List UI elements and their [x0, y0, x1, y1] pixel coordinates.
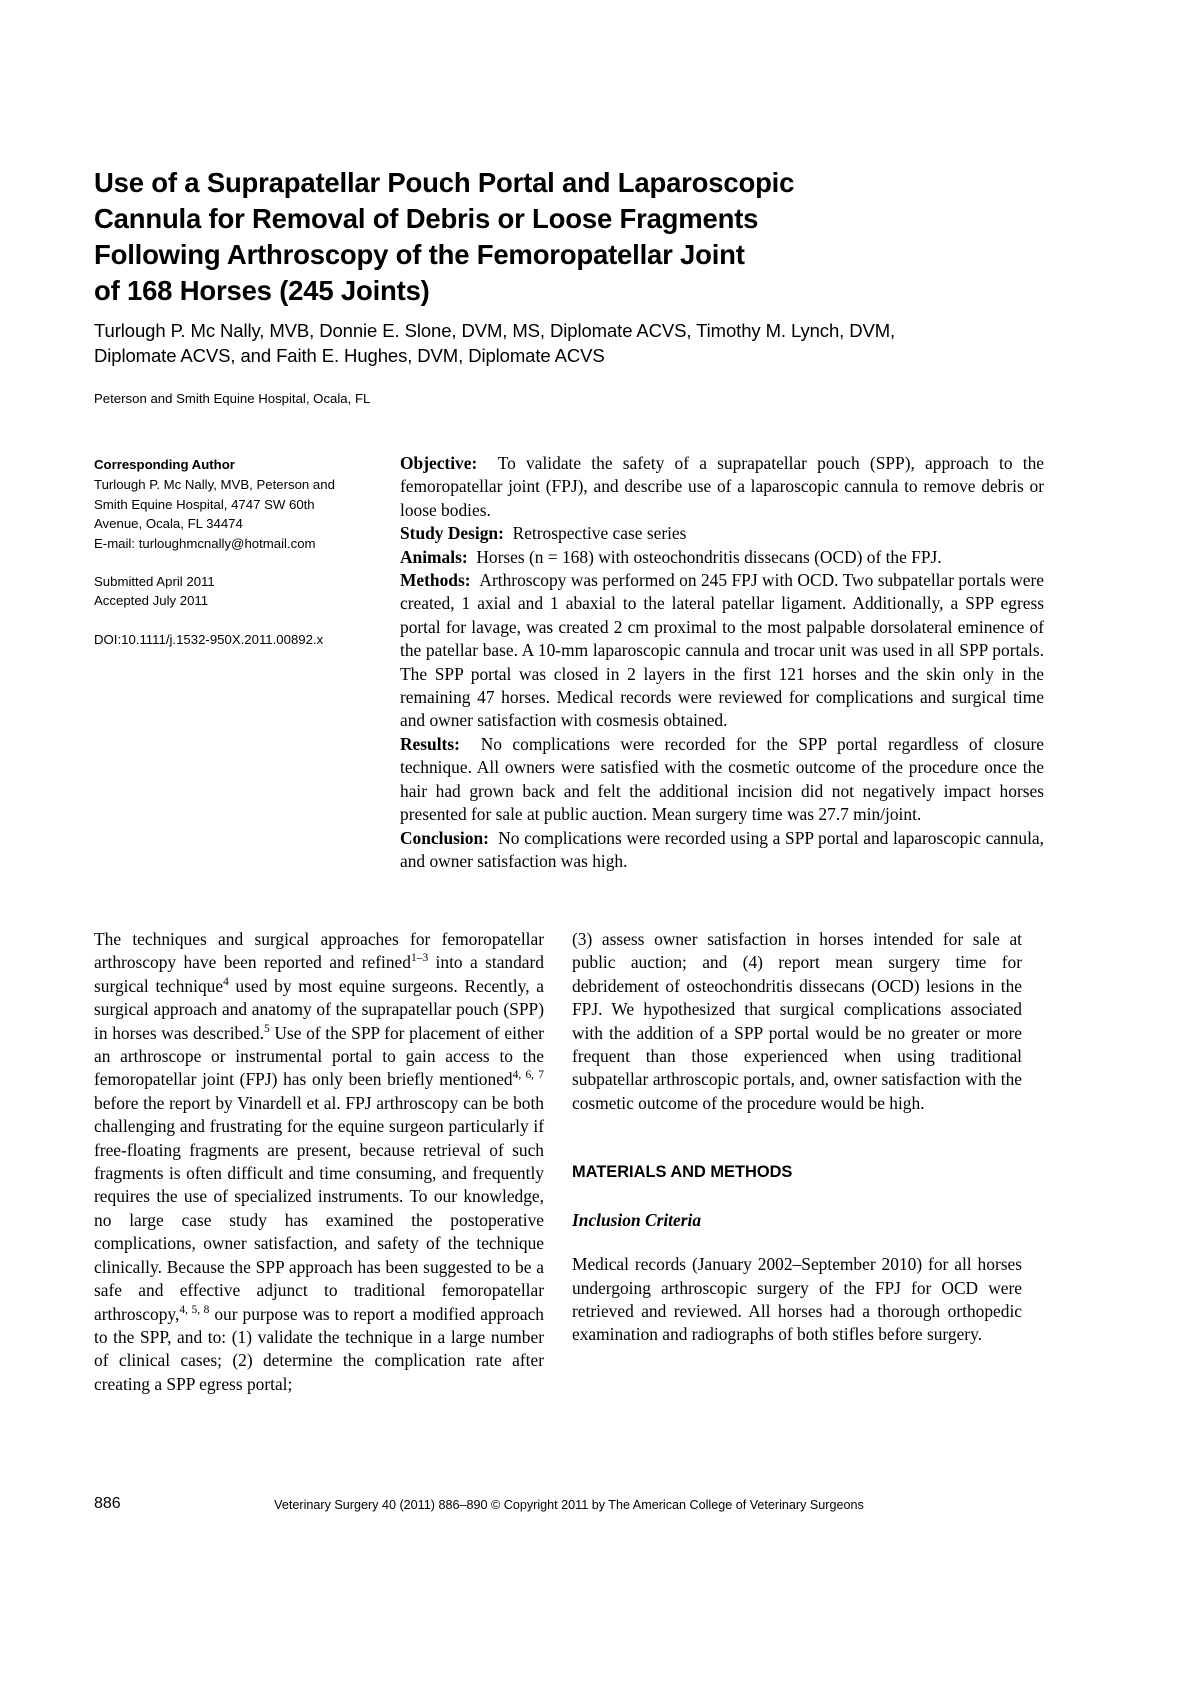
reference-marker-2: 4	[223, 976, 229, 989]
abstract-study-design	[400, 522, 1044, 545]
address-line-3: Avenue, Ocala, FL 34474	[94, 516, 243, 532]
body-column-right	[572, 928, 1022, 1347]
email-line: E-mail: turloughmcnally@hotmail.com	[94, 535, 316, 551]
abstract-methods-label: Methods:	[400, 570, 471, 591]
title-line-2: Cannula for Removal of Debris or Loose Fragments	[94, 203, 759, 234]
copyright-line: Veterinary Surgery 40 (2011) 886–890 © Copyright 2011 by The American College of Veterinary Surgeons	[274, 1498, 864, 1512]
title-line-1: Use of a Suprapatellar Pouch Portal and Laparoscopic	[94, 167, 795, 198]
body-columns	[94, 928, 1044, 1394]
intro-text-6: our purpose was to report a modified approach to the SPP, and to: (1) validate the technique in a large number of clinical cases; (2) determine the complication rate after creating a SPP egress portal;	[94, 1303, 544, 1394]
doi: DOI:10.1111/j.1532-950X.2011.00892.x	[94, 631, 324, 647]
author-line-2: Diplomate ACVS, and Faith E. Hughes, DVM, Diplomate ACVS	[94, 345, 605, 366]
submission-dates	[94, 572, 349, 611]
author-list	[94, 318, 1044, 368]
abstract-methods-text: Arthroscopy was performed on 245 FPJ with OCD. Two subpatellar portals were created, 1 axial and 1 abaxial to the lateral patellar ligament. Additionally, a SPP egress portal for lavage, was created 2 cm proximal to the most palpable dorsolateral eminence of the patellar base. A 10-mm laparoscopic cannula and trocar unit was used in all SPP portals. The SPP portal was closed in 2 layers in the first 121 horses and the skin only in the remaining 47 horses. Medical records were reviewed for complications and surgical time and owner satisfaction with cosmesis obtained.	[400, 570, 1044, 731]
introduction-continued: (3) assess owner satisfaction in horses intended for sale at public auction; and (4) report mean surgery time for debridement of osteochondritis dissecans (OCD) lesions in the FPJ. We hypothesized that surgical complications associated with the addition of a SPP portal would be no greater or more frequent than those experienced when using traditional subpatellar arthroscopic portals, and, owner satisfaction with the cosmetic outcome of the procedure would be high.	[572, 929, 1022, 1113]
abstract-conclusion	[400, 827, 1044, 874]
abstract-conclusion-text: No complications were recorded using a SPP portal and laparoscopic cannula, and owner satisfaction was high.	[400, 827, 1044, 871]
correspondence-block	[94, 455, 349, 649]
abstract	[400, 452, 1044, 873]
author-line-1: Turlough P. Mc Nally, MVB, Donnie E. Slone, DVM, MS, Diplomate ACVS, Timothy M. Lynch, DVM,	[94, 320, 896, 341]
section-heading-materials-and-methods: MATERIALS AND METHODS	[572, 1163, 793, 1182]
meta-spacer-2	[94, 611, 349, 630]
subsection-heading-inclusion-criteria: Inclusion Criteria	[572, 1210, 702, 1231]
intro-text-2: into a standard surgical technique	[94, 952, 545, 996]
abstract-methods	[400, 569, 1044, 733]
abstract-objective-label: Objective:	[400, 453, 478, 473]
affiliation: Peterson and Smith Equine Hospital, Ocala, FL	[94, 391, 371, 406]
corresponding-author-heading: Corresponding Author	[94, 457, 235, 472]
abstract-conclusion-label: Conclusion:	[400, 827, 489, 848]
accepted-date: Accepted July 2011	[94, 593, 209, 609]
page-title	[94, 165, 1044, 309]
reference-marker-4: 4, 6, 7	[512, 1069, 545, 1082]
abstract-results-label: Results:	[400, 733, 460, 754]
address-line-2: Smith Equine Hospital, 4747 SW 60th	[94, 496, 315, 512]
abstract-study-design-text: Retrospective case series	[512, 523, 687, 544]
abstract-objective	[400, 452, 1044, 522]
abstract-animals-text: Horses (n = 168) with osteochondritis dissecans (OCD) of the FPJ.	[476, 546, 942, 567]
abstract-objective-text: To validate the safety of a suprapatellar pouch (SPP), approach to the femoropatellar joint (FPJ), and describe use of a laparoscopic cannula to remove debris or loose bodies.	[400, 453, 1045, 520]
corresponding-author-address	[94, 475, 349, 553]
reference-marker-3: 5	[263, 1022, 270, 1035]
reference-marker-1: 1–3	[410, 952, 429, 965]
abstract-animals-label: Animals:	[400, 546, 468, 567]
address-line-1: Turlough P. Mc Nally, MVB, Peterson and	[94, 477, 335, 493]
meta-spacer-1	[94, 553, 349, 572]
intro-text-1: The techniques and surgical approaches for femoropatellar arthroscopy have been reported and refined	[94, 929, 544, 973]
abstract-study-design-label: Study Design:	[400, 523, 504, 544]
intro-text-4: Use of the SPP for placement of either an arthroscope or instrumental portal to gain access to the femoropatellar joint (FPJ) has only been briefly mentioned	[94, 1022, 544, 1090]
submitted-date: Submitted April 2011	[94, 574, 215, 590]
title-line-4: of 168 Horses (245 Joints)	[94, 275, 430, 306]
body-column-left	[94, 928, 544, 1396]
page-number: 886	[94, 1495, 121, 1512]
inclusion-criteria-paragraph: Medical records (January 2002–September 2010) for all horses undergoing arthroscopic surgery of the FPJ for OCD were retrieved and reviewed. All horses had a thorough orthopedic examination and radiographs of both stifles before surgery.	[572, 1254, 1022, 1345]
intro-text-5: before the report by Vinardell et al. FPJ arthroscopy can be both challenging and frustrating for the equine surgeon particularly if free-floating fragments are present, because retrieval of such fragments is often difficult and time consuming, and frequently requires the use of specialized instruments. To our knowledge, no large case study has examined the postoperative complications, owner satisfaction, and safety of the technique clinically. Because the SPP approach has been suggested to be a safe and effective adjunct to traditional femoropatellar arthroscopy,	[94, 1092, 544, 1324]
title-line-3: Following Arthroscopy of the Femoropatellar Joint	[94, 239, 745, 270]
page-footer	[94, 1495, 1044, 1519]
abstract-results-text: No complications were recorded for the SPP portal regardless of closure technique. All owners were satisfied with the cosmetic outcome of the procedure once the hair had grown back and felt the additional incision did not negatively impact horses presented for sale at public auction. Mean surgery time was 27.7 min/joint.	[400, 733, 1045, 825]
abstract-results	[400, 733, 1044, 827]
title-block	[94, 165, 1044, 408]
reference-marker-5: 4, 5, 8	[179, 1303, 210, 1316]
abstract-animals	[400, 546, 1044, 569]
intro-text-3: used by most equine surgeons. Recently, a surgical approach and anatomy of the suprapatellar pouch (SPP) in horses was described.	[94, 975, 544, 1043]
introduction-paragraph	[94, 928, 544, 1396]
